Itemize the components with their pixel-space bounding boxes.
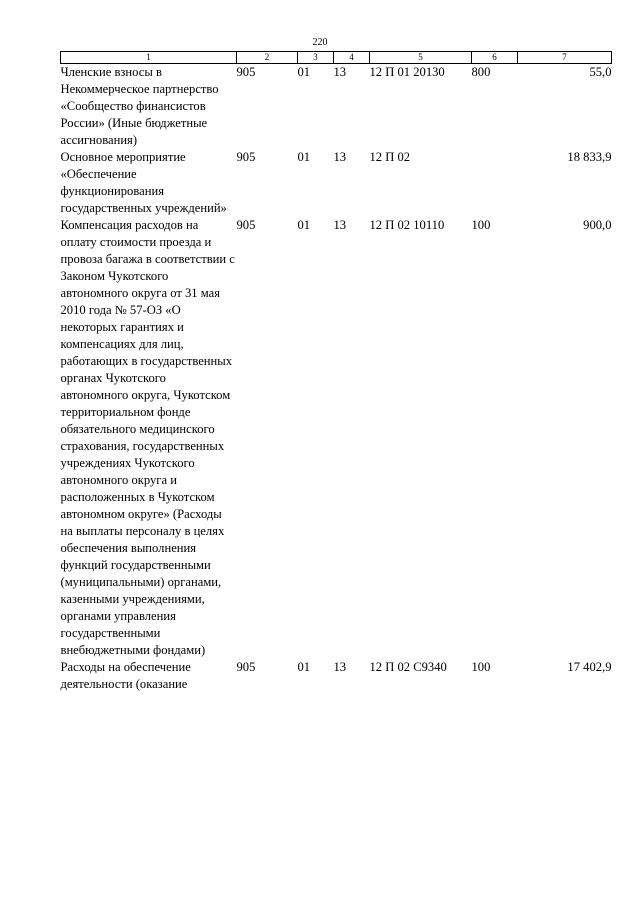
row-subsection: 13 bbox=[333, 150, 347, 164]
row-amount: 55,0 bbox=[589, 65, 612, 79]
row-name: Основное мероприятие «Обеспечение функционирования государственных учреждений» bbox=[60, 150, 227, 215]
row-amount: 18 833,9 bbox=[567, 150, 612, 164]
row-name: Компенсация расходов на оплату стоимости проезда и провоза багажа в соответствии с Законом Чукотского автономного округа от 31 мая 2010 года № 57-ОЗ «О некоторых гарантиях и компенсациях для лиц, работающих в государственных органах Чукотского автономного округа, Чукотском территориальном фонде обязательного медицинского страхования, государственных учреждениях Чукотского автономного округа и расположенных в Чукотском автономном округе» (Расходы на выплаты персоналу в целях обеспечения выполнения функций государственными (муниципальными) органами, казенными учреждениями, органами управления государственными внебюджетными фондами) bbox=[60, 218, 235, 657]
row-expense-type bbox=[472, 149, 518, 217]
column-header-3: 3 bbox=[298, 52, 334, 64]
row-target-article: 12 П 02 10110 bbox=[369, 218, 445, 232]
row-name: Членские взносы в Некоммерческое партнерство «Сообщество финансистов России» (Иные бюджетные ассигнования) bbox=[60, 65, 219, 147]
column-header-7: 7 bbox=[518, 52, 612, 64]
row-expense-type: 100 bbox=[471, 218, 491, 232]
row-section: 01 bbox=[297, 150, 311, 164]
row-name: Расходы на обеспечение деятельности (оказание bbox=[60, 660, 191, 691]
row-target-article: 12 П 02 bbox=[369, 150, 411, 164]
row-section: 01 bbox=[297, 65, 311, 79]
column-header-4: 4 bbox=[334, 52, 370, 64]
column-header-2: 2 bbox=[237, 52, 298, 64]
row-target-article: 12 П 02 С9340 bbox=[369, 660, 447, 674]
row-ministry: 905 bbox=[236, 660, 256, 674]
table-row bbox=[61, 217, 612, 659]
row-section: 01 bbox=[297, 218, 311, 232]
row-ministry: 905 bbox=[236, 150, 256, 164]
table-row bbox=[61, 659, 612, 693]
row-subsection: 13 bbox=[333, 65, 347, 79]
column-header-1: 1 bbox=[61, 52, 237, 64]
row-section: 01 bbox=[297, 660, 311, 674]
page-number: 220 bbox=[312, 37, 328, 48]
table-row bbox=[61, 64, 612, 150]
row-amount: 900,0 bbox=[583, 218, 612, 232]
column-header-5: 5 bbox=[370, 52, 472, 64]
row-amount: 17 402,9 bbox=[567, 660, 612, 674]
row-subsection: 13 bbox=[333, 660, 347, 674]
row-expense-type: 800 bbox=[471, 65, 491, 79]
row-subsection: 13 bbox=[333, 218, 347, 232]
budget-table bbox=[60, 51, 612, 693]
row-expense-type: 100 bbox=[471, 660, 491, 674]
table-row bbox=[61, 149, 612, 217]
row-ministry: 905 bbox=[236, 218, 256, 232]
row-ministry: 905 bbox=[236, 65, 256, 79]
header-row bbox=[61, 52, 612, 64]
column-header-6: 6 bbox=[472, 52, 518, 64]
row-target-article: 12 П 01 20130 bbox=[369, 65, 445, 79]
